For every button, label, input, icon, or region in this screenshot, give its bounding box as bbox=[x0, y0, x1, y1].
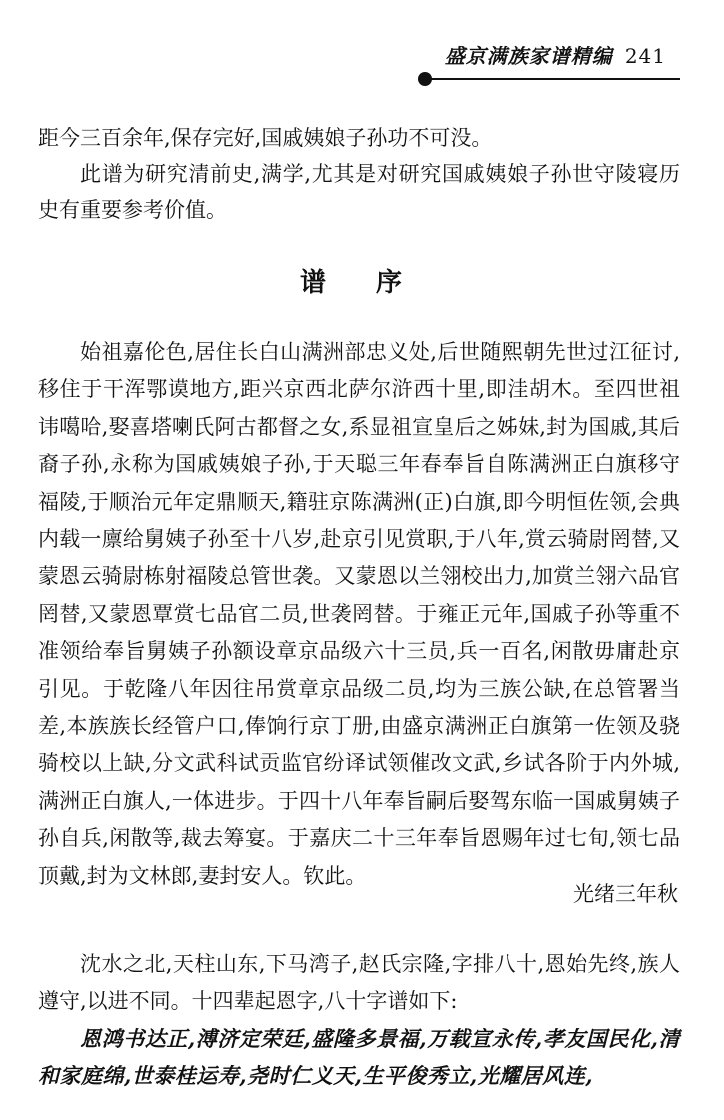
page-number: 241 bbox=[624, 44, 666, 68]
genealogy-block bbox=[38, 946, 680, 1094]
preface-paragraph: 始祖嘉伦色,居住长白山满洲部忠义处,后世随熙朝先世过江征讨,移住于干浑鄂谟地方,距兴京西北萨尔浒西十里,即洼胡木。至四世祖讳噶哈,娶喜塔喇氏阿古都督之女,系显祖宣皇后之姊妹,封为国戚,其后裔子孙,永称为国戚姨娘子孙,于天聪三年春奉旨自陈满洲正白旗移守福陵,于顺治元年定鼎顺天,籍驻京陈满洲(正)白旗,即今明恒佐领,会典内载一廪给舅姨子孙至十八岁,赴京引见赏职,于八年,赏云骑尉罔替,又蒙恩云骑尉栋射福陵总管世袭。又蒙恩以兰翎校出力,加赏兰翎六品官罔替,又蒙恩覃赏七品官二员,世袭罔替。于雍正元年,国戚子孙等重不准领给奉旨舅姨子孙额设章京品级六十三员,兵一百名,闲散毋庸赴京引见。于乾隆八年因往吊赏章京品级二员,均为三族公缺,在总管署当差,本族族长经管户口,俸饷行京丁册,由盛京满洲正白旗第一佐领及骁骑校以上缺,分文武科试贡监官纷译试领催改文武,乡试各阶于内外城,满洲正白旗人,一体进步。于四十八年奉旨嗣后娶驾东临一国戚舅姨子孙自兵,闲散等,裁去筹宴。于嘉庆二十三年奉旨恩赐年过七旬,领七品顶戴,封为文林郎,妻封安人。钦此。 bbox=[38, 340, 680, 888]
intro-paragraph-1: 距今三百余年,保存完好,国戚姨娘子孙功不可没。 bbox=[38, 126, 493, 150]
intro-paragraph-2: 此谱为研究清前史,满学,尤其是对研究国戚姨娘子孙世守陵寝历史有重要参考价值。 bbox=[38, 162, 680, 222]
preface-signature: 光绪三年秋 bbox=[573, 882, 678, 906]
intro-block bbox=[38, 120, 680, 228]
generation-name-poem: 恩鸿书达正,溥济定荣廷,盛隆多景福,万载宣永传,孝友国民化,清和家庭绵,世泰桂运寿,尧时仁义天,生平俊秀立,光耀居风连, bbox=[38, 1026, 680, 1088]
genealogy-intro-paragraph: 沈水之北,天柱山东,下马湾子,赵氏宗隆,字排八十,恩始先终,族人遵守,以进不同。十四辈起恩字,八十字谱如下: bbox=[38, 952, 680, 1013]
book-title: 盛京满族家谱精编 bbox=[444, 44, 613, 68]
running-header bbox=[445, 40, 666, 69]
section-title: 谱序 bbox=[299, 268, 452, 298]
header-rule bbox=[426, 78, 680, 80]
preface-block bbox=[38, 334, 680, 895]
